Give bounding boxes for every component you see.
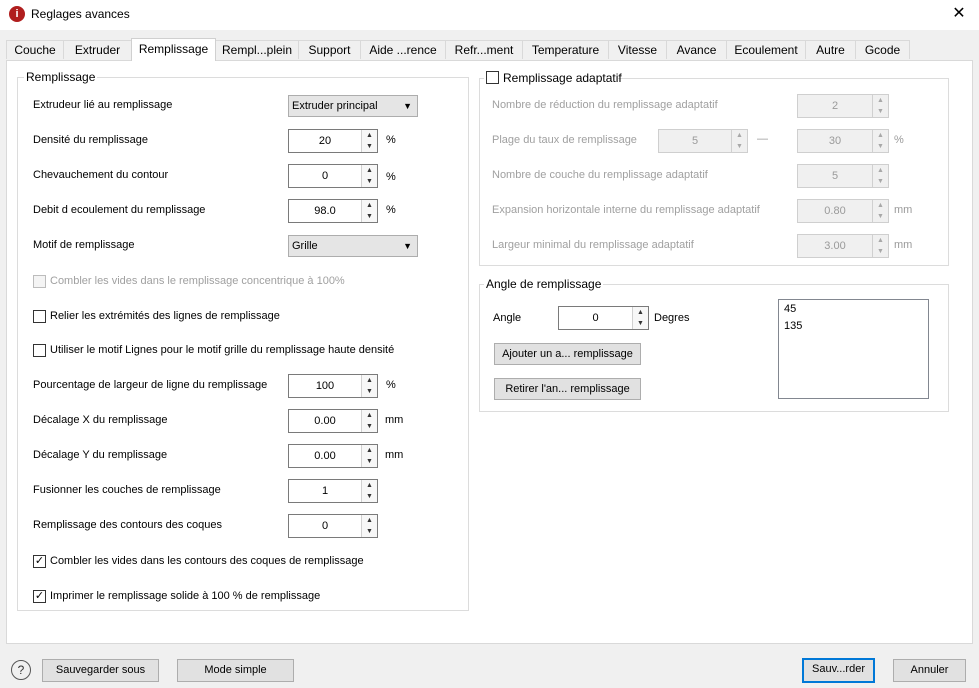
angle-spinbox[interactable] [558,306,649,330]
save-button[interactable]: Sauv...rder [802,658,875,683]
connect-lines-checkbox[interactable] [33,310,46,323]
solid-100-label: Imprimer le remplissage solide à 100 % de remplissage [50,590,321,602]
h-expansion-value: 0.80 [824,205,846,217]
wall-count-spinbox[interactable] [288,514,378,538]
angle-unit: Degres [654,312,690,324]
offset-y-value: 0.00 [314,450,336,462]
rate-max-value: 30 [828,135,842,147]
tab-temperature[interactable]: Temperature [522,40,609,59]
spin-down-icon[interactable]: ▼ [362,491,377,502]
spin-down-icon[interactable]: ▼ [873,211,888,222]
combine-layers-value: 1 [321,485,329,497]
remove-angle-button[interactable]: Retirer l'an... remplissage [494,378,641,400]
spin-up-icon[interactable]: ▲ [633,307,648,319]
tab-autre[interactable]: Autre [805,40,856,59]
overlap-label: Chevauchement du contour [33,169,169,181]
spin-up-icon[interactable]: ▲ [873,165,888,177]
spin-down-icon[interactable]: ▼ [362,456,377,467]
density-value: 20 [318,135,332,147]
printer-app-icon: i [9,6,25,22]
flow-spinbox[interactable] [288,199,378,223]
spin-down-icon[interactable]: ▼ [873,246,888,257]
chevron-down-icon: ▼ [403,241,412,251]
reduction-count-value: 2 [831,100,839,112]
spin-down-icon[interactable]: ▼ [362,386,377,397]
spin-up-icon[interactable]: ▲ [362,375,377,387]
min-width-unit: mm [894,239,913,251]
window-title: Reglages avances [31,7,130,21]
flow-unit: % [386,204,396,216]
tab-refroidissement[interactable]: Refr...ment [445,40,523,59]
pattern-select-value: Grille [292,240,318,252]
use-lines-pattern-checkbox[interactable] [33,344,46,357]
wall-count-value: 0 [321,520,329,532]
spin-up-icon[interactable]: ▲ [362,445,377,457]
angle-group-title: Angle de remplissage [486,277,602,291]
tab-bar [0,30,979,60]
spin-down-icon[interactable]: ▼ [732,141,747,152]
overlap-value: 0 [321,170,329,182]
spin-up-icon[interactable]: ▲ [362,130,377,142]
overlap-unit: % [386,171,396,183]
tab-ecoulement[interactable]: Ecoulement [726,40,806,59]
spin-down-icon[interactable]: ▼ [873,176,888,187]
help-icon[interactable]: ? [11,660,31,680]
tab-rempl-plein[interactable]: Rempl...plein [215,40,299,59]
tab-couche[interactable]: Couche [6,40,64,59]
spin-up-icon[interactable]: ▲ [732,130,747,142]
save-as-button[interactable]: Sauvegarder sous [42,659,159,682]
tab-avance[interactable]: Avance [666,40,727,59]
spin-up-icon[interactable]: ▲ [873,200,888,212]
tab-vitesse[interactable]: Vitesse [608,40,667,59]
spin-up-icon[interactable]: ▲ [873,130,888,142]
offset-x-unit: mm [385,414,404,426]
flow-label: Debit d ecoulement du remplissage [33,204,206,216]
spin-down-icon[interactable]: ▼ [362,211,377,222]
solid-100-checkbox[interactable]: ✓ [34,590,45,602]
rate-min-spinbox[interactable] [658,129,748,153]
spin-down-icon[interactable]: ▼ [362,176,377,187]
use-lines-pattern-label: Utiliser le motif Lignes pour le motif grille du remplissage haute densité [50,344,395,356]
spin-down-icon[interactable]: ▼ [362,421,377,432]
adaptive-title: Remplissage adaptatif [503,71,622,85]
offset-x-value: 0.00 [314,415,336,427]
rate-range-separator: — [757,133,768,145]
title-bar [0,0,979,30]
h-expansion-label: Expansion horizontale interne du remplissage adaptatif [492,204,760,216]
spin-up-icon[interactable]: ▲ [873,235,888,247]
overlap-spinbox[interactable] [288,164,378,188]
infill-group-title: Remplissage [26,70,96,84]
angle-list[interactable] [778,299,929,399]
tab-extruder[interactable]: Extruder [63,40,132,59]
spin-up-icon[interactable]: ▲ [362,165,377,177]
layer-count-label: Nombre de couche du remplissage adaptatif [492,169,708,181]
angle-list-item[interactable]: 135 [784,320,803,332]
tab-remplissage[interactable]: Remplissage [131,38,216,61]
tab-support[interactable]: Support [298,40,361,59]
offset-y-label: Décalage Y du remplissage [33,449,168,461]
fill-gaps-walls-checkbox[interactable]: ✓ [34,555,45,567]
line-width-pct-spinbox[interactable] [288,374,378,398]
pattern-label: Motif de remplissage [33,239,135,251]
spin-down-icon[interactable]: ▼ [362,526,377,537]
spin-up-icon[interactable]: ▲ [362,515,377,527]
density-spinbox[interactable] [288,129,378,153]
extruder-select[interactable] [288,95,418,117]
simple-mode-button[interactable]: Mode simple [177,659,294,682]
spin-up-icon[interactable]: ▲ [362,410,377,422]
layer-count-value: 5 [831,170,839,182]
offset-y-spinbox[interactable] [288,444,378,468]
density-unit: % [386,134,396,146]
reduction-count-label: Nombre de réduction du remplissage adaptatif [492,99,718,111]
spin-up-icon[interactable]: ▲ [873,95,888,107]
spin-up-icon[interactable]: ▲ [362,200,377,212]
pattern-select[interactable] [288,235,418,257]
adaptive-checkbox[interactable] [486,71,499,84]
reduction-count-spinbox[interactable] [797,94,889,118]
layer-count-spinbox[interactable] [797,164,889,188]
spin-down-icon[interactable]: ▼ [873,141,888,152]
angle-label: Angle [493,312,522,324]
offset-y-unit: mm [385,449,404,461]
offset-x-spinbox[interactable] [288,409,378,433]
min-width-label: Largeur minimal du remplissage adaptatif [492,239,694,251]
close-icon[interactable]: ✕ [952,5,966,22]
spin-down-icon[interactable]: ▼ [362,141,377,152]
tab-gcode[interactable]: Gcode [855,40,910,59]
wall-count-label: Remplissage des contours des coques [33,519,222,531]
min-width-spinbox[interactable] [797,234,889,258]
fill-gaps-concentric-label: Combler les vides dans le remplissage concentrique à 100% [50,275,345,287]
offset-x-label: Décalage X du remplissage [33,414,168,426]
extruder-select-value: Extruder principal [292,100,378,112]
rate-min-value: 5 [691,135,699,147]
chevron-down-icon: ▼ [403,101,412,111]
spin-down-icon[interactable]: ▼ [633,318,648,329]
line-width-pct-value: 100 [315,380,335,392]
combine-layers-label: Fusionner les couches de remplissage [33,484,221,496]
fill-gaps-walls-label: Combler les vides dans les contours des coques de remplissage [50,555,364,567]
combine-layers-spinbox[interactable] [288,479,378,503]
rate-range-unit: % [894,134,904,146]
spin-down-icon[interactable]: ▼ [873,106,888,117]
tab-aide-reference[interactable]: Aide ...rence [360,40,446,59]
flow-value: 98.0 [314,205,336,217]
angle-list-item[interactable]: 45 [784,303,797,315]
h-expansion-unit: mm [894,204,913,216]
h-expansion-spinbox[interactable] [797,199,889,223]
rate-max-spinbox[interactable] [797,129,889,153]
line-width-pct-unit: % [386,379,396,391]
extruder-label: Extrudeur lié au remplissage [33,99,173,111]
angle-value: 0 [592,312,599,324]
cancel-button[interactable]: Annuler [893,659,966,682]
rate-range-label: Plage du taux de remplissage [492,134,637,146]
connect-lines-label: Relier les extrémités des lignes de remplissage [50,310,280,322]
add-angle-button[interactable]: Ajouter un a... remplissage [494,343,641,365]
min-width-value: 3.00 [824,240,846,252]
line-width-pct-label: Pourcentage de largeur de ligne du remplissage [33,379,268,391]
spin-up-icon[interactable]: ▲ [362,480,377,492]
fill-gaps-concentric-checkbox[interactable] [33,275,46,288]
density-label: Densité du remplissage [33,134,148,146]
